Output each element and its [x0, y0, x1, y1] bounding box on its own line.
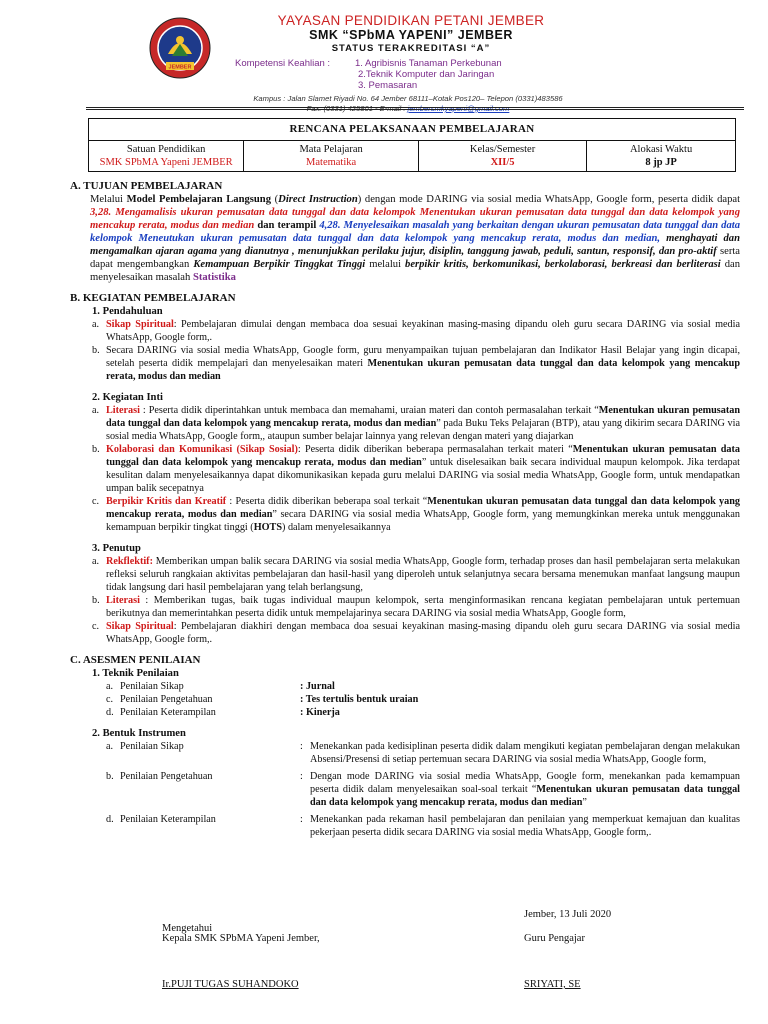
- cell-value: SMK SPbMA Yapeni JEMBER: [99, 157, 233, 168]
- list-item: a. Rekflektif: Memberikan umpan balik secara DARING via sosial media WhatsApp, Google form, terhadap proses dan hasil pembelajaran serta melakukan refleksi seluruh rangkaian aktivitas pembelajaran dan hasil-hasil yang diperoleh untuk selanjutnya secara bersama menemukan manfaat langsung maupun tidak langsung dari hasil pembelajaran yang telah berlangsung,: [92, 556, 740, 593]
- list-item: c. Berpikir Kritis dan Kreatif : Peserta didik diberikan beberapa soal terkait “Menentukan ukuran pemusatan data tunggal dan data kelompok yang mencakup rerata, modus dan median” secara DARING via sosial media WhatsApp, Google form, yang memungkinkan mereka untuk menggunakan kemampuan berpikir tingkat tinggi (HOTS) dalam menyelesaikannya: [92, 496, 740, 533]
- cell-label: Kelas/Semester: [469, 144, 536, 155]
- list-item: b. Secara DARING via sosial media WhatsApp, Google form, guru menyampaikan tujuan pembelajaran dan Indikator Hasil Belajar yang ingin dicapai, setelah peserta didik mempelajari dan menyelesaikan materi Menentukan ukuran pemusatan data tunggal dan data kelompok yang mencakup rerata, modus dan median: [92, 345, 741, 382]
- section-a-title: A. TUJUAN PEMBELAJARAN: [70, 180, 223, 192]
- table-row: b. Penilaian Pengetahuan : Dengan mode DARING via sosial media WhatsApp, Google form, menekankan pada kemampuan peserta didik dalam menyelesaikan soal-soal terkait “Menentukan ukuran pemusatan data tunggal dan data kelompok yang mencakup rerata, modus dan median”: [106, 771, 740, 808]
- accreditation-status: STATUS TERAKREDITASI “A”: [331, 43, 491, 54]
- subsection-assessment-technique: 1. Teknik Penilaian: [92, 668, 179, 679]
- section-c-title: C. ASESMEN PENILAIAN: [70, 654, 201, 666]
- headmaster-name: Ir.PUJI TUGAS SUHANDOKO: [162, 979, 299, 990]
- address-line: Kampus : Jalan Slamet Riyadi No. 64 Jember 68111–Kotak Pos120– Telepon (0331)483586: [253, 94, 563, 103]
- cell-label: Mata Pelajaran: [299, 144, 363, 155]
- header-divider: [86, 107, 744, 111]
- document-body: [70, 180, 740, 839]
- subsection-closing: 3. Penutup: [92, 543, 141, 554]
- fax-line: Fax. (0331) 425801 - E-mail :: [306, 104, 408, 113]
- cell-label: Alokasi Waktu: [629, 144, 693, 155]
- subsection-instrument: 2. Bentuk Instrumen: [92, 728, 186, 739]
- competency-label: Kompetensi Keahlian :: [235, 58, 331, 69]
- competency-item-2: 2.Teknik Komputer dan Jaringan: [358, 69, 495, 80]
- competency-item-3: 3. Pemasaran: [358, 80, 418, 91]
- section-b-title: B. KEGIATAN PEMBELAJARAN: [70, 292, 236, 304]
- email-link[interactable]: jembersmkyapeni@gmail.com: [407, 104, 510, 113]
- logo-text: JEMBER: [168, 64, 192, 71]
- list-item: b. Literasi : Memberikan tugas, baik tugas individual maupun kelompok, serta menginformasikan rencana kegiatan pembelajaran untuk pertemuan berikutnya dan memerintahkan peserta didik untuk mempelajarinya secara DARING via sosial media WhatsApp, Google form,: [92, 595, 740, 619]
- competency-block: [235, 58, 502, 91]
- cell-value: Matematika: [306, 157, 357, 168]
- list-item: b. Kolaborasi dan Komunikasi (Sikap Sosial): Peserta didik diberikan beberapa permasalahan terkait materi “Menentukan ukuran pemusatan data tunggal dan data kelompok yang mencakup rerata, modus dan median” untuk diselesaikan baik secara individual maupun kelompok. Jika terdapat kesulitan dalam menyelesaikannya dapat dikomunikasikan kepada guru melalui DARING via sosial media WhatsApp, Google form, untuk mendapatkan umpan balik secepatnya: [92, 444, 741, 494]
- address-block: [188, 94, 628, 114]
- school-name: SMK “SPbMA YAPENI” JEMBER: [309, 28, 513, 42]
- letterhead: [140, 14, 640, 122]
- teacher-name: SRIYATI, SE: [524, 979, 581, 990]
- foundation-name: YAYASAN PENDIDIKAN PETANI JEMBER: [277, 13, 545, 28]
- table-row: d. Penilaian Keterampilan : Menekankan pada rekaman hasil pembelajaran dan penilaian yang memperkuat kemajuan dan kualitas pekerjaan peserta didik secara DARING via sosial media WhatsApp, Google form,.: [106, 814, 740, 838]
- table-row: [89, 141, 736, 172]
- list-item: a. Sikap Spiritual: Pembelajaran dimulai dengan membaca doa sesuai keyakinan masing-masing dipandu oleh guru secara DARING via sosial media WhatsApp, Google form,.: [92, 319, 740, 343]
- place-date: Jember, 13 Juli 2020: [524, 909, 612, 920]
- cell-value: XII/5: [490, 157, 515, 168]
- headmaster-title: Kepala SMK SPbMA Yapeni Jember,: [162, 933, 320, 944]
- learning-objectives: Melalui Model Pembelajaran Langsung (Direct Instruction) dengan mode DARING via sosial media WhatsApp, Google form, peserta didik dapat 3,28. Mengamalisis ukuran pemusatan data tunggal dan data kelompok Menentukan ukuran pemusatan data tunggal dan data kelompok yang mencakup rerata, modus dan median dan terampil 4,28. Menyelesaikan masalah yang berkaitan dengan ukuran pemusatan data tunggal dan data kelompok Meneutukan ukuran pemusatan data tunggal dan data kelompok yang mencakup rerata, modus dan median, menghayati dan mengamalkan ajaran agama yang dianutnya , menunjukkan perilaku jujur, disiplin, tanggung jawab, peduli, santun, responsif, dan pro-aktif serta dapat mengembangkan Kemampuan Berpikir Tinggkat Tinggi melalui berpikir kritis, berkomunikasi, berkolaborasi, berkreasi dan berliterasi dan menyelesaikan masalah Statistika: [90, 194, 741, 283]
- cell-label: Satuan Pendidikan: [126, 144, 206, 155]
- list-item: a. Literasi : Peserta didik diperintahkan untuk membaca dan memahami, uraian materi dan contoh permasalahan terkait “Menentukan ukuran pemusatan data tunggal dan data kelompok yang mencakup rerata, modus dan median” pada Buku Teks Pelajaran (BTP), atau yang dikirim secara DARING via sosial media WhatsApp, Google form,, ataupun sumber belajar lainnya yang relevan dengan materi yang diajarkan: [92, 405, 740, 442]
- competency-item-1: 1. Agribisnis Tanaman Perkebunan: [355, 58, 502, 69]
- table-title: RENCANA PELAKSANAAN PEMBELAJARAN: [89, 119, 736, 141]
- teacher-title: Guru Pengajar: [524, 933, 585, 944]
- list-item: c. Sikap Spiritual: Pembelajaran diakhiri dengan membaca doa sesuai keyakinan masing-masing dipandu oleh guru secara DARING via sosial media WhatsApp, Google form,.: [92, 621, 740, 645]
- cell-value: 8 jp JP: [645, 157, 677, 168]
- lesson-plan-table: [88, 118, 736, 172]
- subsection-core-activity: 2. Kegiatan Inti: [92, 392, 163, 403]
- table-row: a. Penilaian Sikap : Jurnal: [106, 681, 335, 692]
- table-row: a. Penilaian Sikap : Menekankan pada kedisiplinan peserta didik dalam mengikuti kegiatan pembelajaran dengan melakukan Absensi/Presensi di setiap pertemuan secara DARING via sosial media WhatsApp, Google form,: [106, 741, 740, 765]
- subsection-introduction: 1. Pendahuluan: [92, 306, 163, 317]
- table-row: d. Penilaian Keterampilan : Kinerja: [106, 707, 340, 718]
- acknowledged-label: Mengetahui: [162, 923, 213, 934]
- table-row: c. Penilaian Pengetahuan : Tes tertulis bentuk uraian: [106, 694, 419, 705]
